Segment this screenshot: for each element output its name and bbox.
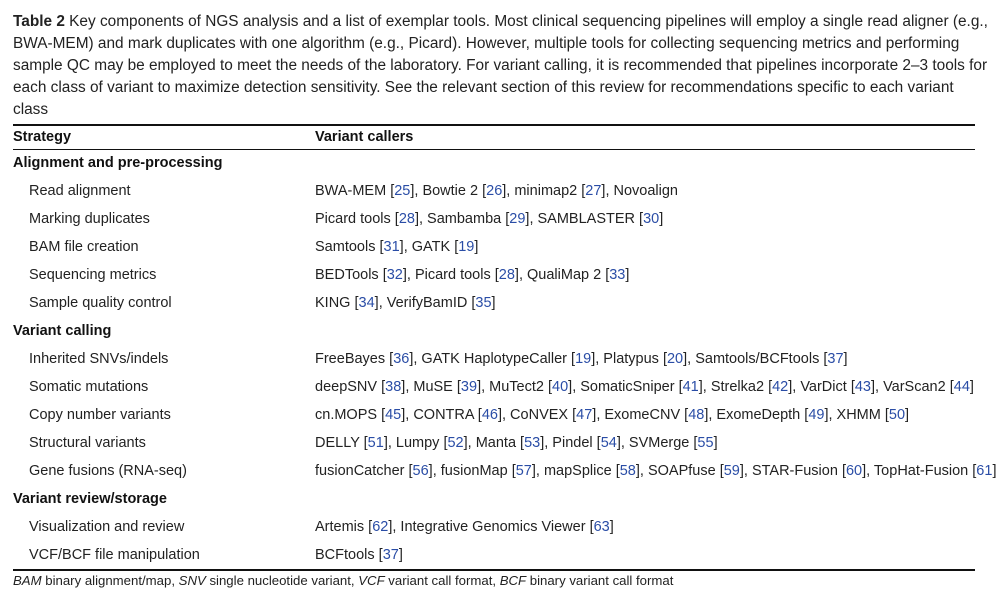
strategy-cell: Copy number variants (29, 407, 171, 423)
tool-name: , minimap2 (506, 183, 582, 199)
citation-link[interactable]: 53 (524, 435, 541, 451)
citation-link[interactable]: 37 (382, 547, 399, 563)
citation-link[interactable]: 36 (393, 351, 410, 367)
citation-link[interactable]: 41 (682, 379, 699, 395)
citation-link[interactable]: 62 (372, 519, 389, 535)
tool-name: , Bowtie 2 (414, 183, 483, 199)
tools-cell: BEDTools [32], Picard tools [28], QualiMap 2 [33] (315, 267, 630, 283)
tool-name: cn.MOPS (315, 407, 382, 423)
tool-name: , XHMM (828, 407, 885, 423)
tool-name: , TopHat-Fusion (866, 463, 973, 479)
citation-link[interactable]: 63 (593, 519, 610, 535)
citation-link[interactable]: 56 (412, 463, 429, 479)
citation-link[interactable]: 47 (576, 407, 593, 423)
tools-cell: BWA-MEM [25], Bowtie 2 [26], minimap2 [27], Novoalign (315, 183, 678, 199)
tools-cell: Picard tools [28], Sambamba [29], SAMBLASTER [30] (315, 211, 664, 227)
citation-link[interactable]: 28 (398, 211, 415, 227)
tool-name: , Novoalign (605, 183, 678, 199)
table-row (0, 517, 1003, 537)
citation-link[interactable]: 61 (976, 463, 993, 479)
table-row (0, 377, 1003, 397)
section-heading: Variant calling (13, 323, 112, 339)
top-rule (13, 124, 975, 126)
tools-cell: deepSNV [38], MuSE [39], MuTect2 [40], SomaticSniper [41], Strelka2 [42], VarDict [43], VarScan2 [44] (315, 379, 974, 395)
tools-cell: Artemis [62], Integrative Genomics Viewer [63] (315, 519, 614, 535)
strategy-cell: Gene fusions (RNA-seq) (29, 463, 187, 479)
tool-name: , fusionMap (432, 463, 512, 479)
footnote-definition: variant call format, (384, 573, 500, 588)
strategy-cell: BAM file creation (29, 239, 139, 255)
citation-link[interactable]: 32 (386, 267, 403, 283)
citation-link[interactable]: 49 (808, 407, 825, 423)
tools-cell: FreeBayes [36], GATK HaplotypeCaller [19], Platypus [20], Samtools/BCFtools [37] (315, 351, 848, 367)
tools-cell: BCFtools [37] (315, 547, 403, 563)
tools-cell: fusionCatcher [56], fusionMap [57], mapSplice [58], SOAPfuse [59], STAR-Fusion [60], TopHat-Fusion [61] (315, 463, 997, 479)
citation-link[interactable]: 46 (481, 407, 498, 423)
tool-name: FreeBayes (315, 351, 390, 367)
footnote-abbreviation: BCF (499, 573, 527, 588)
tool-name: , VerifyBamID (378, 295, 472, 311)
tool-name: , Strelka2 (702, 379, 769, 395)
tool-name: , VarScan2 (875, 379, 950, 395)
tool-name: , Lumpy (387, 435, 444, 451)
citation-link[interactable]: 30 (643, 211, 660, 227)
tool-name: Picard tools (315, 211, 395, 227)
tool-name: , ExomeCNV (596, 407, 685, 423)
strategy-cell: Inherited SNVs/indels (29, 351, 169, 367)
caption-text: Key components of NGS analysis and a list of exemplar tools. Most clinical sequencing pipelines will employ a single read aligner (e.g., BWA-MEM) and mark duplicates with one algorithm (e.g., Picard). However, multiple tools for collecting sequencing metrics and performing sample QC may be employed to meet the needs of the laboratory. For variant calling, it is recommended that pipelines incorporate 2–3 tools for each class of variant to maximize detection sensitivity. See the relevant section of this review for recommendations specific to each variant class (13, 13, 988, 118)
bottom-rule (13, 569, 975, 571)
tool-name: KING (315, 295, 355, 311)
citation-link[interactable]: 43 (854, 379, 871, 395)
tool-name: Artemis (315, 519, 369, 535)
tool-name: , SomaticSniper (572, 379, 679, 395)
table-row (0, 461, 1003, 481)
citation-link[interactable]: 45 (385, 407, 402, 423)
section-heading: Variant review/storage (13, 491, 167, 507)
tool-name: deepSNV (315, 379, 382, 395)
tool-name: , Sambamba (419, 211, 506, 227)
citation-link[interactable]: 33 (609, 267, 626, 283)
table-row (0, 265, 1003, 285)
strategy-cell: Sample quality control (29, 295, 172, 311)
footnote-definition: single nucleotide variant, (205, 573, 359, 588)
tool-name: , SOAPfuse (639, 463, 720, 479)
table-row (0, 181, 1003, 201)
strategy-cell: VCF/BCF file manipulation (29, 547, 200, 563)
citation-link[interactable]: 40 (552, 379, 569, 395)
tool-name: , SAMBLASTER (529, 211, 640, 227)
table-footnote (13, 572, 673, 590)
strategy-cell: Structural variants (29, 435, 146, 451)
footnote-definition: binary variant call format (526, 573, 674, 588)
citation-link[interactable]: 25 (394, 183, 411, 199)
citation-link[interactable]: 27 (585, 183, 602, 199)
table-row (0, 545, 1003, 565)
tool-name: , Integrative Genomics Viewer (392, 519, 590, 535)
tool-name: , VarDict (792, 379, 851, 395)
tools-cell: cn.MOPS [45], CONTRA [46], CoNVEX [47], ExomeCNV [48], ExomeDepth [49], XHMM [50] (315, 407, 910, 423)
table-row (0, 433, 1003, 453)
tool-name: , Pindel (544, 435, 597, 451)
tools-cell: Samtools [31], GATK [19] (315, 239, 479, 255)
strategy-cell: Marking duplicates (29, 211, 150, 227)
table-row (0, 293, 1003, 313)
citation-link[interactable]: 57 (515, 463, 532, 479)
citation-link[interactable]: 59 (723, 463, 740, 479)
tools-cell: KING [34], VerifyBamID [35] (315, 295, 496, 311)
citation-link[interactable]: 44 (953, 379, 970, 395)
citation-link[interactable]: 51 (367, 435, 384, 451)
tool-name: , QualiMap 2 (518, 267, 606, 283)
tool-name: , GATK (403, 239, 455, 255)
tool-name: fusionCatcher (315, 463, 409, 479)
strategy-cell: Read alignment (29, 183, 131, 199)
citation-link[interactable]: 34 (358, 295, 375, 311)
tool-name: , ExomeDepth (708, 407, 805, 423)
citation-link[interactable]: 42 (772, 379, 789, 395)
citation-link[interactable]: 19 (575, 351, 592, 367)
tool-name: Samtools (315, 239, 380, 255)
citation-link[interactable]: 19 (458, 239, 475, 255)
citation-link[interactable]: 54 (600, 435, 617, 451)
tool-name: , Platypus (595, 351, 663, 367)
tool-name: , STAR-Fusion (743, 463, 842, 479)
citation-link[interactable]: 28 (498, 267, 515, 283)
citation-link[interactable]: 55 (697, 435, 714, 451)
table-caption (13, 11, 989, 121)
strategy-cell: Somatic mutations (29, 379, 149, 395)
citation-link[interactable]: 26 (486, 183, 503, 199)
header-strategy: Strategy (13, 129, 72, 145)
table-row (0, 405, 1003, 425)
tool-name: , Samtools/BCFtools (687, 351, 824, 367)
tool-name: BEDTools (315, 267, 383, 283)
citation-link[interactable]: 58 (619, 463, 636, 479)
strategy-cell: Sequencing metrics (29, 267, 157, 283)
citation-link[interactable]: 52 (447, 435, 464, 451)
tools-cell: DELLY [51], Lumpy [52], Manta [53], Pindel [54], SVMerge [55] (315, 435, 718, 451)
tool-name: , Picard tools (406, 267, 495, 283)
footnote-abbreviation: VCF (358, 573, 385, 588)
citation-link[interactable]: 39 (460, 379, 478, 395)
citation-link[interactable]: 20 (666, 351, 684, 367)
section-heading: Alignment and pre-processing (13, 155, 223, 171)
footnote-abbreviation: SNV (178, 573, 206, 588)
tool-name: , MuTect2 (481, 379, 548, 395)
citation-link[interactable]: 50 (888, 407, 906, 423)
citation-link[interactable]: 31 (383, 239, 400, 255)
citation-link[interactable]: 48 (688, 407, 705, 423)
tool-name: BWA-MEM (315, 183, 391, 199)
header-rule (13, 149, 975, 150)
tool-name: DELLY (315, 435, 364, 451)
header-variant-callers: Variant callers (315, 129, 414, 145)
tool-name: , CONTRA (405, 407, 478, 423)
table-row (0, 349, 1003, 369)
table-row (0, 237, 1003, 257)
tool-name: , MuSE (405, 379, 457, 395)
citation-link[interactable]: 37 (827, 351, 844, 367)
citation-link[interactable]: 60 (845, 463, 863, 479)
strategy-cell: Visualization and review (29, 519, 185, 535)
table-row (0, 209, 1003, 229)
table-label: Table 2 (13, 13, 65, 30)
citation-link[interactable]: 38 (385, 379, 402, 395)
footnote-abbreviation: BAM (13, 573, 42, 588)
tool-name: BCFtools (315, 547, 379, 563)
citation-link[interactable]: 35 (475, 295, 492, 311)
citation-link[interactable]: 29 (509, 211, 526, 227)
tool-name: , SVMerge (620, 435, 694, 451)
tool-name: , Manta (467, 435, 521, 451)
tool-name: , GATK HaplotypeCaller (413, 351, 572, 367)
tool-name: , mapSplice (535, 463, 616, 479)
footnote-definition: binary alignment/map, (41, 573, 179, 588)
tool-name: , CoNVEX (502, 407, 573, 423)
